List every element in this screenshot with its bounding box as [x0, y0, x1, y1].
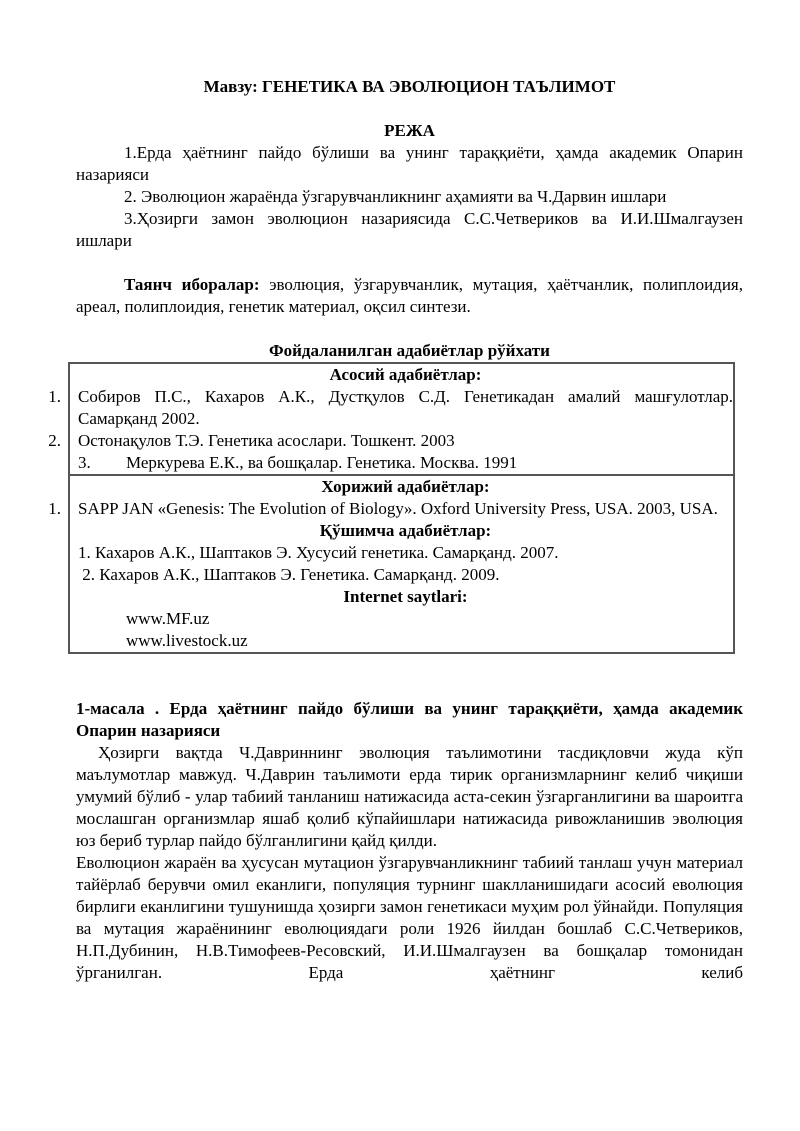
item-text: Меркурева Е.К., ва бошқалар. Генетика. Москва. 1991	[126, 453, 518, 472]
keywords-paragraph	[76, 274, 743, 318]
plan-item-1: 1.Ерда ҳаётнинг пайдо бўлиши ва унинг тараққиёти, ҳамда академик Опарин назарияси	[76, 143, 743, 184]
literature-box	[48, 362, 735, 654]
extra-literature-item: 1. Кахаров А.К., Шаптаков Э. Хусусий генетика. Самарқанд. 2007.	[78, 543, 559, 562]
main-literature-heading: Асосий адабиётлар:	[329, 365, 482, 384]
section-1-paragraph: Ҳозирги вақтда Ч.Давриннинг эволюция таълимотини тасдиқловчи жуда кўп маълумотлар мавжуд. Ч.Даврин таълимоти ерда тирик организмларнинг келиб чиқиши умумий бўлиб - улар табиий танланиш натижасида аста-секин ўзгарганлигини ва шароитга мослашган организмлар яшаб қолиб кўпайишлари натижасида ривожланишив эволюция юз бериб турлар пайдо бўлганлигини қайд қилди.	[76, 743, 743, 850]
item-text: Остонақулов Т.Э. Генетика асослари. Тошкент. 2003	[78, 431, 455, 450]
main-literature-item	[48, 386, 733, 430]
internet-link[interactable]: www.livestock.uz	[126, 631, 248, 650]
plan-heading: РЕЖА	[384, 121, 435, 140]
item-number: 1.	[48, 387, 61, 406]
item-number: 1.	[48, 499, 61, 518]
document-title: Мавзу: ГЕНЕТИКА ВА ЭВОЛЮЦИОН ТАЪЛИМОТ	[203, 77, 616, 96]
item-number: 3.	[78, 453, 91, 472]
keywords-label: Таянч иборалар:	[124, 275, 260, 294]
foreign-literature-heading: Хорижий адабиётлар:	[321, 477, 490, 496]
internet-heading: Internet saytlari:	[343, 587, 468, 606]
plan-item-2: 2. Эволюцион жараёнда ўзгарувчанликнинг аҳамияти ва Ч.Дарвин ишлари	[124, 187, 667, 206]
extra-literature-item: 2. Кахаров А.К., Шаптаков Э. Генетика. Самарқанд. 2009.	[78, 565, 500, 584]
item-number: 2.	[48, 431, 61, 450]
main-literature-item	[48, 430, 733, 452]
extra-literature-heading: Қўшимча адабиётлар:	[319, 521, 492, 540]
internet-link[interactable]: www.MF.uz	[126, 609, 210, 628]
main-literature-item	[78, 452, 733, 474]
plan-item-3: 3.Ҳозирги замон эволюцион назариясида С.С.Четвериков ва И.И.Шмалгаузен ишлари	[76, 209, 743, 250]
document-page	[48, 76, 744, 984]
foreign-literature-item	[48, 498, 733, 520]
literature-heading: Фойдаланилган адабиётлар рўйхати	[269, 341, 550, 360]
item-text: Собиров П.С., Кахаров А.К., Дустқулов С.Д. Генетикадан амалий машғулотлар. Самарқанд 2002.	[78, 387, 733, 428]
section-1-title: 1-масала . Ерда ҳаётнинг пайдо бўлиши ва унинг тараққиёти, ҳамда академик Опарин назарияси	[76, 699, 743, 740]
keywords-text: эволюция, ўзгарувчанлик, мутация, ҳаётчанлик, полиплоидия, ареал, полиплоидия, генетик материал, оқсил синтези.	[76, 275, 744, 316]
item-text: SAPP JAN «Genesis: The Evolution of Biology». Oxford University Press, USA. 2003, USA.	[78, 499, 718, 518]
section-1-paragraph: Еволюцион жараён ва ҳусусан мутацион ўзгарувчанликнинг табиий танлаш учун материал тайёрлаб берувчи омил еканлиги, популяция турнинг шаклланишидаги асосий еволюция бирлиги еканлигини тушунишда ҳозирги замон генетикаси муҳим рол ўйнайди. Популяция ва мутация жараёнининг еволюциядаги роли 1926 йилдан бошлаб С.С.Четвериков, Н.П.Дубинин, Н.В.Тимофеев-Ресовский, И.И.Шмалгаузен ва бошқалар томонидан ўрганилган. Ерда ҳаётнинг келиб	[76, 853, 743, 982]
